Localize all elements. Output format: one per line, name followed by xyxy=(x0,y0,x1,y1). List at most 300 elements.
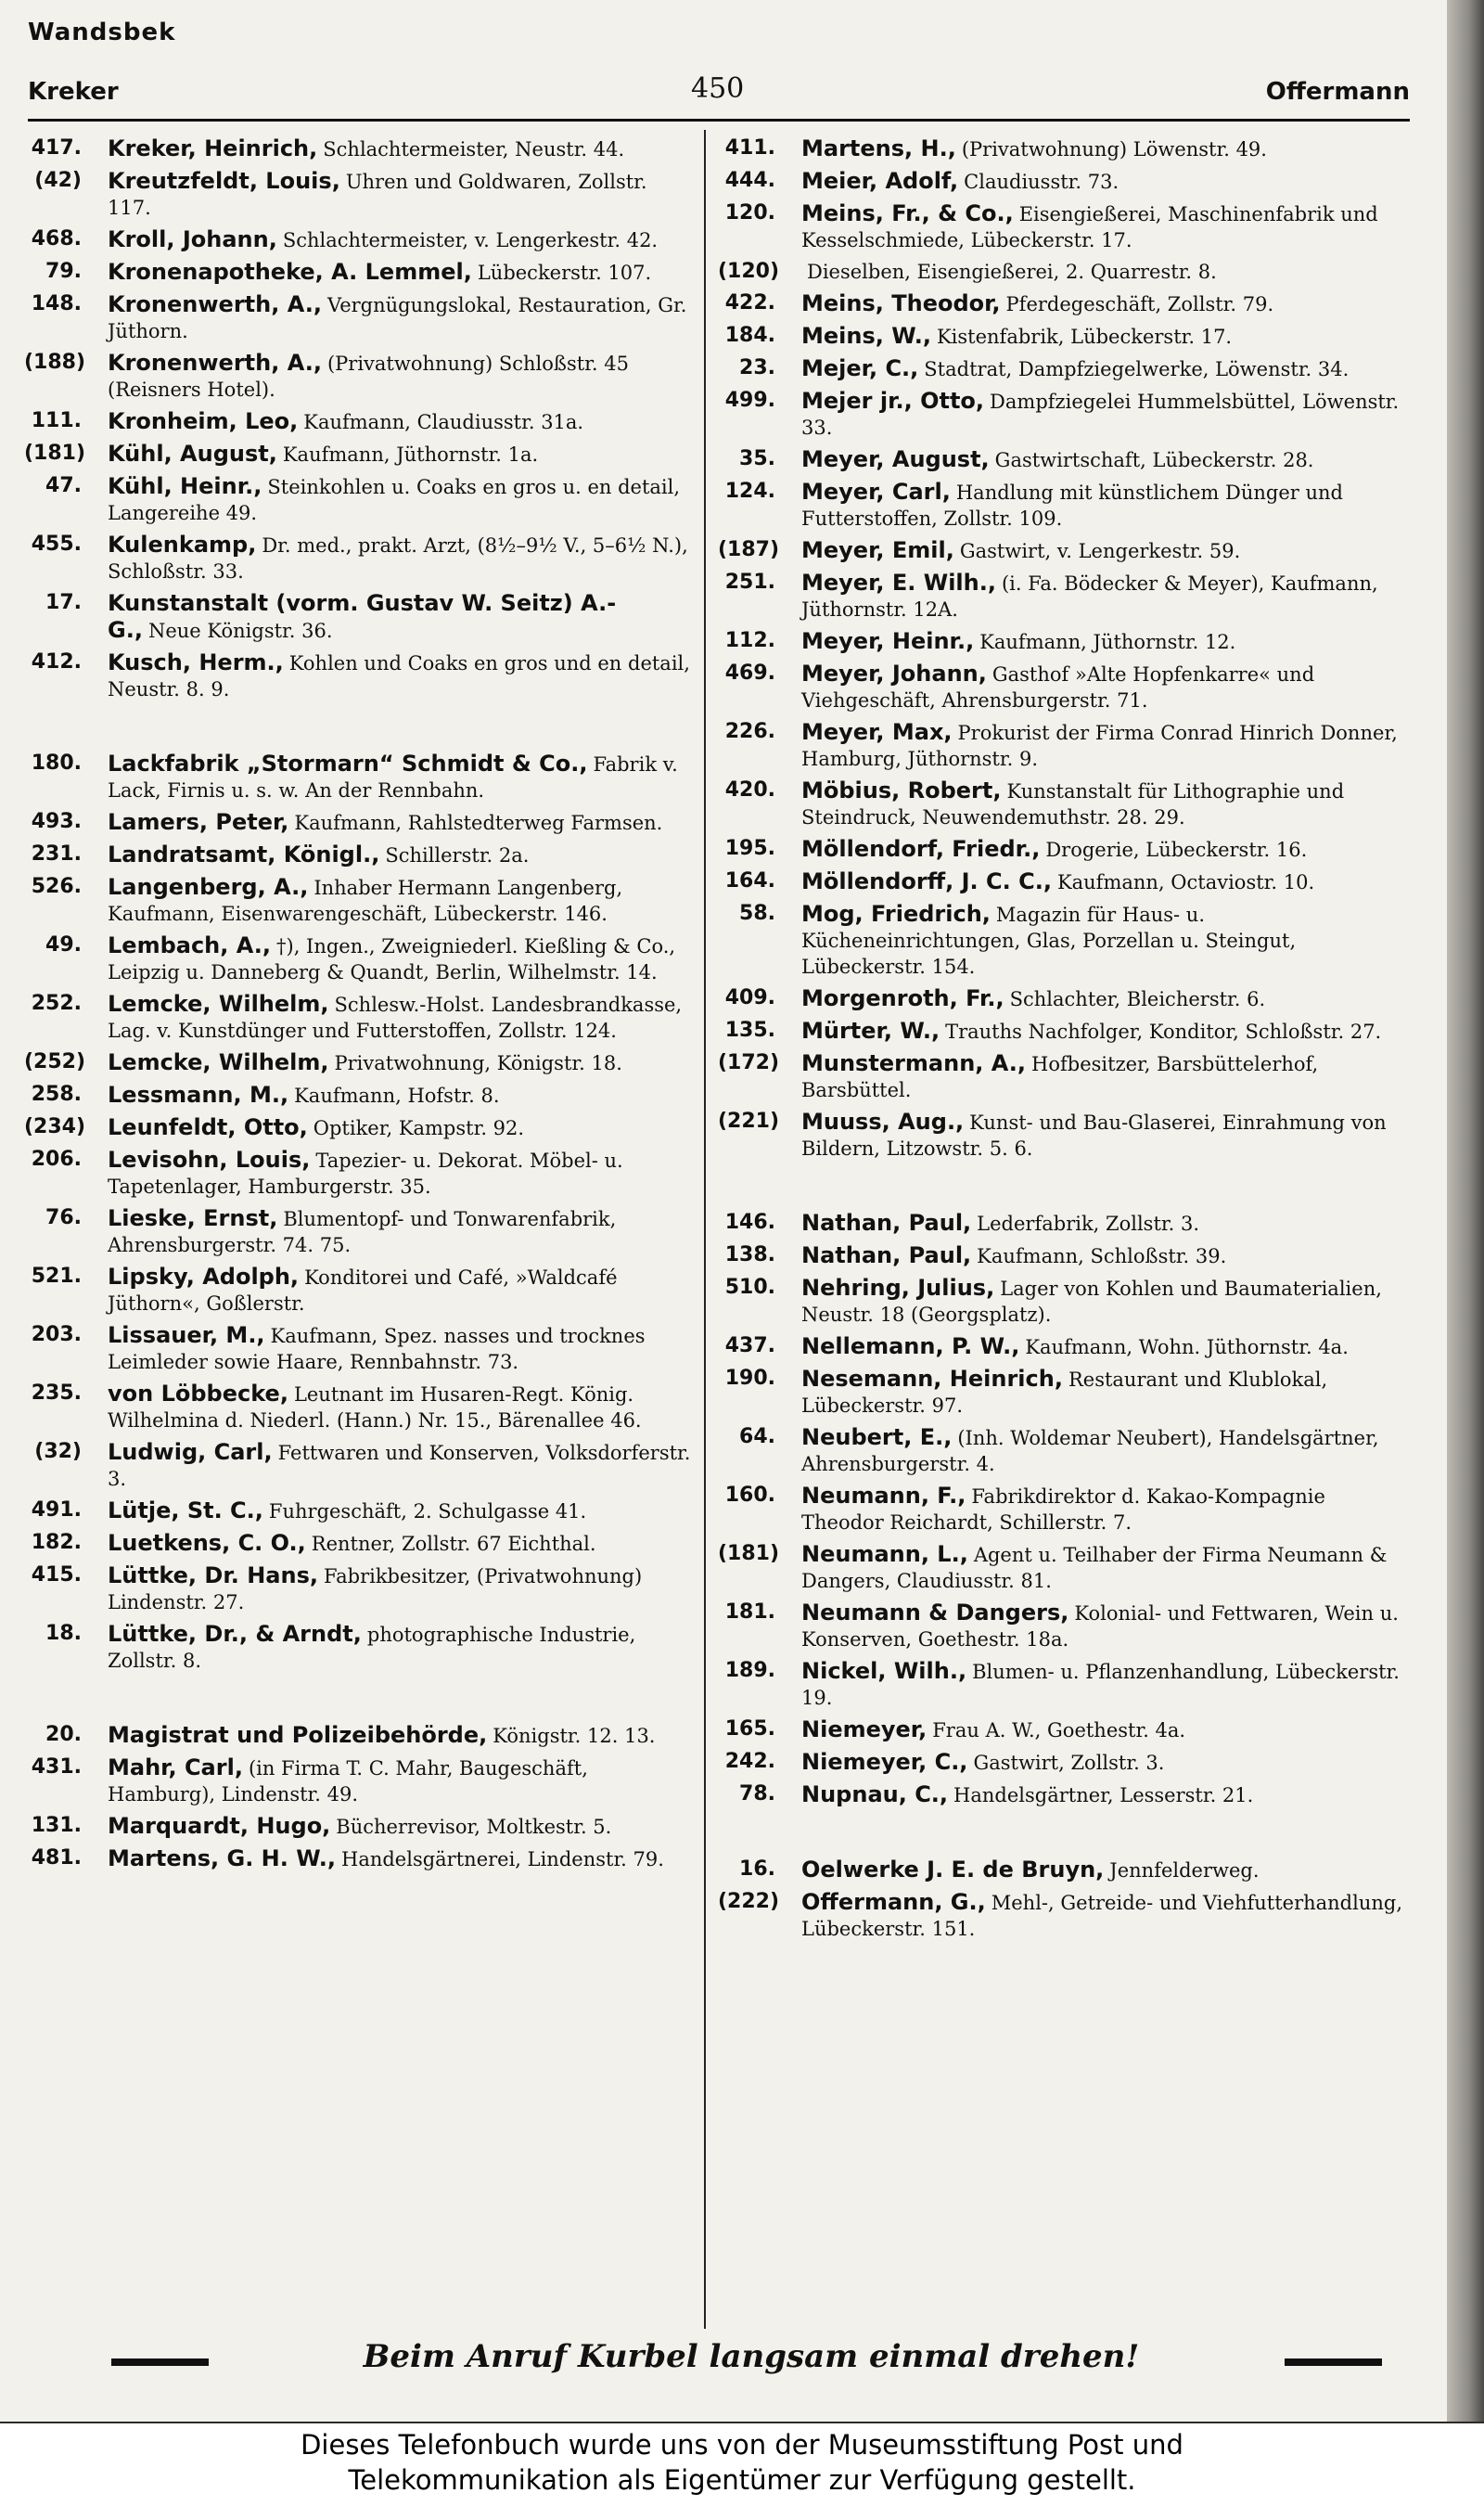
subscriber-name: Luetkens, C. O., xyxy=(108,1530,306,1556)
directory-entry xyxy=(718,570,1408,623)
phone-number: 468. xyxy=(31,227,82,251)
phone-number: 49. xyxy=(45,933,82,957)
subscriber-details: (Inh. Woldemar Neubert), Handelsgärtner, Ahrensburgerstr. 4. xyxy=(801,1427,1379,1475)
phone-number: 521. xyxy=(31,1265,82,1288)
subscriber-details: Kaufmann, Jüthornstr. 12. xyxy=(979,631,1236,653)
phone-number: 431. xyxy=(31,1755,82,1779)
first-entry-guide: Kreker xyxy=(28,78,119,106)
directory-entry xyxy=(718,1050,1408,1103)
subscriber-name: Nellemann, P. W., xyxy=(801,1333,1020,1359)
footer-slogan-line xyxy=(111,2338,1382,2384)
directory-entry xyxy=(718,1210,1408,1237)
subscriber-details: Agent u. Teilhaber der Firma Neumann & Dangers, Claudiusstr. 81. xyxy=(801,1544,1388,1592)
directory-entry xyxy=(718,1600,1408,1652)
directory-entry xyxy=(24,1082,696,1109)
directory-entry xyxy=(718,1781,1408,1808)
subscriber-name: Nupnau, C., xyxy=(801,1781,949,1807)
subscriber-details: Jennfelderweg. xyxy=(1109,1859,1260,1882)
directory-entry xyxy=(718,1275,1408,1328)
directory-entry xyxy=(24,751,696,803)
directory-entry xyxy=(718,290,1408,317)
directory-entry xyxy=(24,991,696,1044)
header-rule xyxy=(28,119,1410,122)
phone-number: 481. xyxy=(31,1846,82,1870)
phone-number: 47. xyxy=(45,474,82,497)
phone-number: 411. xyxy=(724,136,775,160)
directory-entry xyxy=(24,874,696,927)
subscriber-name: Oelwerke J. E. de Bruyn, xyxy=(801,1857,1105,1883)
directory-entry xyxy=(718,1541,1408,1594)
subscriber-name: Martens, G. H. W., xyxy=(108,1845,336,1871)
directory-entry xyxy=(24,1322,696,1375)
phone-number: 235. xyxy=(31,1382,82,1405)
subscriber-name: Lipsky, Adolph, xyxy=(108,1264,300,1290)
phone-number: 160. xyxy=(724,1484,775,1507)
subscriber-name: Niemeyer, xyxy=(801,1716,928,1742)
subscriber-details: (Privatwohnung) Löwenstr. 49. xyxy=(961,138,1267,161)
section-gap xyxy=(24,708,696,751)
subscriber-name: Offermann, G., xyxy=(801,1889,986,1915)
subscriber-details: Rentner, Zollstr. 67 Eichthal. xyxy=(311,1533,596,1555)
city-heading: Wandsbek xyxy=(28,19,176,46)
phone-number: 112. xyxy=(724,629,775,652)
subscriber-details: Bücherrevisor, Moltkestr. 5. xyxy=(336,1816,612,1838)
subscriber-details: Restaurant und Klublokal, Lübeckerstr. 97. xyxy=(801,1369,1328,1417)
subscriber-details: Optiker, Kampstr. 92. xyxy=(313,1117,525,1139)
running-head xyxy=(28,72,1410,115)
phone-number: 16. xyxy=(739,1857,775,1881)
subscriber-name: Möllendorf, Friedr., xyxy=(801,836,1041,862)
subscriber-details: Eisengießerei, Maschinenfabrik und Kesselschmiede, Lübeckerstr. 17. xyxy=(801,203,1378,251)
subscriber-details: Kaufmann, Wohn. Jüthornstr. 4a. xyxy=(1025,1336,1349,1358)
subscriber-details: Handelsgärtnerei, Lindenstr. 79. xyxy=(341,1848,664,1870)
directory-entry xyxy=(718,168,1408,195)
directory-entry xyxy=(718,836,1408,863)
subscriber-details: Frau A. W., Goethestr. 4a. xyxy=(932,1719,1186,1741)
directory-entry xyxy=(718,1749,1408,1776)
phone-number: 526. xyxy=(31,875,82,898)
subscriber-details: Kunstanstalt für Lithographie und Steindruck, Neuwendemuthstr. 28. 29. xyxy=(801,780,1345,829)
directory-entry xyxy=(24,473,696,526)
subscriber-details: Lederfabrik, Zollstr. 3. xyxy=(977,1213,1200,1235)
subscriber-name: Kunstanstalt (vorm. Gustav W. Seitz) A.-G., xyxy=(108,590,617,643)
subscriber-details: Dampfziegelei Hummelsbüttel, Löwenstr. 33. xyxy=(801,391,1400,439)
subscriber-details: Schillerstr. 2a. xyxy=(385,844,530,867)
phone-number: 79. xyxy=(45,260,82,283)
directory-entry xyxy=(24,842,696,868)
phone-number: 164. xyxy=(724,869,775,893)
subscriber-details: Kaufmann, Octaviostr. 10. xyxy=(1056,871,1315,893)
subscriber-details: Kaufmann, Schloßstr. 39. xyxy=(977,1245,1227,1267)
directory-entry xyxy=(24,649,696,702)
subscriber-name: Mejer jr., Otto, xyxy=(801,388,985,414)
subscriber-name: Lemcke, Wilhelm, xyxy=(108,991,329,1017)
subscriber-name: Marquardt, Hugo, xyxy=(108,1813,331,1839)
phone-number: 251. xyxy=(724,571,775,594)
phone-number: 203. xyxy=(31,1323,82,1346)
page-number: 450 xyxy=(691,72,745,105)
subscriber-name: Mürter, W., xyxy=(801,1018,940,1044)
subscriber-details: Inhaber Hermann Langenberg, Kaufmann, Eisenwarengeschäft, Lübeckerstr. 146. xyxy=(108,877,623,925)
phone-number: (187) xyxy=(718,538,780,561)
phone-number: 189. xyxy=(724,1659,775,1682)
subscriber-name: Nesemann, Heinrich, xyxy=(801,1366,1063,1392)
phone-number: 182. xyxy=(31,1531,82,1554)
phone-number: 258. xyxy=(31,1083,82,1106)
subscriber-details: Kaufmann, Spez. nasses und trocknes Leimleder sowie Haare, Rennbahnstr. 73. xyxy=(108,1325,646,1373)
directory-entry xyxy=(24,1381,696,1433)
subscriber-details: (i. Fa. Bödecker & Meyer), Kaufmann, Jüthornstr. 12A. xyxy=(801,572,1378,621)
phone-number: 184. xyxy=(724,324,775,347)
subscriber-details: Vergnügungslokal, Restauration, Gr. Jüthorn. xyxy=(108,294,687,342)
column-divider xyxy=(704,130,706,2329)
directory-entry xyxy=(718,1018,1408,1045)
subscriber-name: Meins, Fr., & Co., xyxy=(801,200,1014,226)
phone-number: 510. xyxy=(724,1276,775,1299)
phone-number: (120) xyxy=(718,260,780,283)
subscriber-name: Lüttke, Dr., & Arndt, xyxy=(108,1621,362,1647)
subscriber-name: Neumann & Dangers, xyxy=(801,1600,1069,1626)
phone-number: 138. xyxy=(724,1243,775,1266)
subscriber-details: Kolonial- und Fettwaren, Wein u. Konserven, Goethestr. 18a. xyxy=(801,1602,1399,1651)
directory-entry xyxy=(718,1483,1408,1536)
subscriber-name: Nathan, Paul, xyxy=(801,1210,972,1236)
directory-entry xyxy=(24,1147,696,1200)
subscriber-details: Lübeckerstr. 107. xyxy=(477,262,652,284)
subscriber-details: Dieselben, Eisengießerei, 2. Quarrestr. 8. xyxy=(807,261,1217,283)
directory-entry xyxy=(718,479,1408,532)
directory-entry xyxy=(718,1424,1408,1477)
subscriber-details: Tapezier- u. Dekorat. Möbel- u. Tapetenlager, Hamburgerstr. 35. xyxy=(108,1150,623,1198)
subscriber-name: Meyer, Johann, xyxy=(801,661,987,687)
directory-entry xyxy=(24,1530,696,1557)
subscriber-details: Drogerie, Lübeckerstr. 16. xyxy=(1045,839,1308,861)
subscriber-name: Lackfabrik „Stormarn“ Schmidt & Co., xyxy=(108,751,588,777)
directory-entry xyxy=(24,135,696,162)
directory-entry xyxy=(24,441,696,468)
subscriber-details: Dr. med., prakt. Arzt, (8½–9½ V., 5–6½ N.), Schloßstr. 33. xyxy=(108,534,688,583)
directory-entry xyxy=(24,809,696,836)
footer-slogan: Beim Anruf Kurbel langsam einmal drehen! xyxy=(363,2338,1140,2375)
subscriber-name: Lüttke, Dr. Hans, xyxy=(108,1562,318,1588)
directory-entry xyxy=(24,350,696,403)
caption-line-1: Dieses Telefonbuch wurde uns von der Museumsstiftung Post und xyxy=(301,2429,1183,2461)
subscriber-name: Mog, Friedrich, xyxy=(801,901,991,927)
phone-number: 226. xyxy=(724,720,775,743)
subscriber-name: Mahr, Carl, xyxy=(108,1754,243,1780)
phone-number: 148. xyxy=(31,292,82,315)
directory-entry xyxy=(718,388,1408,441)
subscriber-details: Kaufmann, Claudiusstr. 31a. xyxy=(303,411,584,433)
directory-entry xyxy=(24,1562,696,1615)
directory-entry xyxy=(24,1754,696,1807)
directory-entry xyxy=(718,323,1408,350)
directory-entry xyxy=(718,1716,1408,1743)
phone-number: (181) xyxy=(718,1542,780,1565)
subscriber-name: Kühl, Heinr., xyxy=(108,473,262,499)
phone-number: 35. xyxy=(739,447,775,470)
directory-entry xyxy=(718,1333,1408,1360)
phone-number: 76. xyxy=(45,1206,82,1229)
phone-number: 23. xyxy=(739,356,775,379)
directory-entry xyxy=(24,1114,696,1141)
subscriber-name: Lembach, A., xyxy=(108,932,271,958)
phone-number: (234) xyxy=(24,1115,86,1138)
subscriber-details: Fabrik v. Lack, Firnis u. s. w. An der Rennbahn. xyxy=(108,753,678,802)
subscriber-details: †), Ingen., Zweigniederl. Kießling & Co., Leipzig u. Danneberg & Quandt, Berlin, Wilhelmstr. 14. xyxy=(108,935,676,983)
subscriber-name: Landratsamt, Königl., xyxy=(108,842,380,867)
directory-entry xyxy=(24,1845,696,1872)
subscriber-name: Kreker, Heinrich, xyxy=(108,135,318,161)
footer-rule-left xyxy=(111,2358,209,2366)
subscriber-details: Pferdegeschäft, Zollstr. 79. xyxy=(1005,293,1274,315)
phone-number: 455. xyxy=(31,533,82,556)
directory-entry xyxy=(24,408,696,435)
subscriber-details: Gasthof »Alte Hopfenkarre« und Viehgeschäft, Ahrensburgerstr. 71. xyxy=(801,663,1315,712)
directory-entry xyxy=(718,661,1408,713)
subscriber-details: Konditorei und Café, »Waldcafé Jüthorn«, Goßlerstr. xyxy=(108,1266,618,1315)
directory-entry xyxy=(24,168,696,221)
phone-number: 120. xyxy=(724,201,775,225)
section-gap xyxy=(24,1679,696,1722)
directory-entry xyxy=(718,1242,1408,1269)
subscriber-name: Neumann, F., xyxy=(801,1483,966,1509)
directory-entry xyxy=(24,1049,696,1076)
subscriber-details: Lager von Kohlen und Baumaterialien, Neustr. 18 (Georgsplatz). xyxy=(801,1278,1382,1326)
directory-entry xyxy=(24,1621,696,1674)
subscriber-details: Blumentopf- und Tonwarenfabrik, Ahrensburgerstr. 74. 75. xyxy=(108,1208,617,1256)
phone-number: 493. xyxy=(31,810,82,833)
phone-number: (172) xyxy=(718,1051,780,1074)
subscriber-name: Lütje, St. C., xyxy=(108,1497,263,1523)
directory-entry xyxy=(718,985,1408,1012)
phone-number: 190. xyxy=(724,1367,775,1390)
directory-entry xyxy=(24,932,696,985)
subscriber-details: Kaufmann, Jüthornstr. 1a. xyxy=(282,443,539,466)
directory-entry xyxy=(718,200,1408,253)
subscriber-name: Meier, Adolf, xyxy=(801,168,959,194)
phone-number: 78. xyxy=(739,1782,775,1806)
page-edge-shadow xyxy=(1447,0,1484,2422)
subscriber-name: Meyer, August, xyxy=(801,446,990,472)
directory-entry xyxy=(24,291,696,344)
phone-number: 437. xyxy=(724,1334,775,1357)
subscriber-details: Hofbesitzer, Barsbüttelerhof, Barsbüttel. xyxy=(801,1053,1319,1101)
phone-number: 131. xyxy=(31,1814,82,1837)
subscriber-name: Morgenroth, Fr., xyxy=(801,985,1004,1011)
phone-number: 64. xyxy=(739,1425,775,1448)
directory-entry xyxy=(24,1813,696,1840)
subscriber-name: Lessmann, M., xyxy=(108,1082,289,1108)
phone-number: 18. xyxy=(45,1622,82,1645)
directory-entry xyxy=(24,1722,696,1749)
directory-entry xyxy=(24,532,696,585)
subscriber-name: Meins, Theodor, xyxy=(801,290,1001,316)
directory-entry xyxy=(718,868,1408,895)
directory-entry xyxy=(718,135,1408,162)
phone-number: (188) xyxy=(24,351,86,374)
subscriber-details: Claudiusstr. 73. xyxy=(964,171,1119,193)
subscriber-details: Gastwirt, v. Lengerkestr. 59. xyxy=(959,540,1241,562)
phone-number: 252. xyxy=(31,992,82,1015)
subscriber-name: Magistrat und Polizeibehörde, xyxy=(108,1722,488,1748)
phone-number: 444. xyxy=(724,169,775,192)
subscriber-name: Niemeyer, C., xyxy=(801,1749,968,1775)
phone-number: 111. xyxy=(31,409,82,432)
directory-entry xyxy=(718,446,1408,473)
subscriber-details: Fabrikbesitzer, (Privatwohnung) Lindenstr. 27. xyxy=(108,1565,643,1613)
phone-number: 242. xyxy=(724,1750,775,1773)
directory-entry xyxy=(24,226,696,253)
phone-number: 58. xyxy=(739,902,775,925)
subscriber-details: Magazin für Haus- u. Kücheneinrichtungen, Glas, Porzellan u. Steingut, Lübeckerstr. 154. xyxy=(801,904,1297,978)
phone-number: 469. xyxy=(724,662,775,685)
phone-number: 135. xyxy=(724,1019,775,1042)
directory-entry xyxy=(718,1889,1408,1942)
subscriber-details: Gastwirt, Zollstr. 3. xyxy=(973,1752,1165,1774)
last-entry-guide: Offermann xyxy=(1265,78,1410,106)
subscriber-name: Möbius, Robert, xyxy=(801,778,1002,803)
directory-entry xyxy=(24,1439,696,1492)
subscriber-details: Gastwirtschaft, Lübeckerstr. 28. xyxy=(994,449,1314,471)
subscriber-details: Stadtrat, Dampfziegelwerke, Löwenstr. 34. xyxy=(924,358,1350,380)
phone-number: 415. xyxy=(31,1563,82,1587)
subscriber-name: Möllendorff, J. C. C., xyxy=(801,868,1052,894)
archive-caption xyxy=(0,2423,1484,2506)
phone-number: 165. xyxy=(724,1717,775,1741)
subscriber-name: Meyer, Heinr., xyxy=(801,628,975,654)
subscriber-details: Prokurist der Firma Conrad Hinrich Donner, Hamburg, Jüthornstr. 9. xyxy=(801,722,1398,770)
caption-line-2: Telekommunikation als Eigentümer zur Verfügung gestellt. xyxy=(348,2464,1136,2496)
subscriber-name: Kühl, August, xyxy=(108,441,277,467)
subscriber-name: Ludwig, Carl, xyxy=(108,1439,273,1465)
subscriber-details: Kistenfabrik, Lübeckerstr. 17. xyxy=(936,326,1233,348)
subscriber-details: Fettwaren und Konserven, Volksdorferstr. 3. xyxy=(108,1442,691,1490)
subscriber-details: Schlachtermeister, v. Lengerkestr. 42. xyxy=(282,229,659,251)
directory-entry xyxy=(718,355,1408,382)
subscriber-name: Levisohn, Louis, xyxy=(108,1147,311,1173)
directory-entry xyxy=(718,1109,1408,1162)
subscriber-name: Kroll, Johann, xyxy=(108,226,277,252)
subscriber-details: Schlesw.-Holst. Landesbrandkasse, Lag. v. Kunstdünger und Futterstoffen, Zollstr. 124. xyxy=(108,994,683,1042)
subscriber-name: Meyer, E. Wilh., xyxy=(801,570,996,596)
subscriber-details: Kaufmann, Hofstr. 8. xyxy=(294,1085,500,1107)
subscriber-details: Steinkohlen u. Coaks en gros u. en detail, Langereihe 49. xyxy=(108,476,681,524)
phone-number: (42) xyxy=(34,169,82,192)
subscriber-details: (Privatwohnung) Schloßstr. 45 (Reisners Hotel). xyxy=(108,353,629,401)
phone-number: 409. xyxy=(724,986,775,1009)
subscriber-name: Lemcke, Wilhelm, xyxy=(108,1049,329,1075)
subscriber-name: Meyer, Max, xyxy=(801,719,953,745)
section-gap xyxy=(718,1814,1408,1857)
directory-entry xyxy=(718,259,1408,285)
directory-entry xyxy=(24,1205,696,1258)
subscriber-details: Blumen- u. Pflanzenhandlung, Lübeckerstr. 19. xyxy=(801,1661,1400,1709)
phone-number: 146. xyxy=(724,1211,775,1234)
subscriber-name: Nehring, Julius, xyxy=(801,1275,995,1301)
subscriber-details: Neue Königstr. 36. xyxy=(147,620,333,642)
subscriber-name: Neubert, E., xyxy=(801,1424,953,1450)
subscriber-details: photographische Industrie, Zollstr. 8. xyxy=(108,1624,636,1672)
directory-entry xyxy=(24,1497,696,1524)
phone-number: 206. xyxy=(31,1148,82,1171)
directory-entry xyxy=(24,259,696,286)
subscriber-name: Kusch, Herm., xyxy=(108,649,284,675)
subscriber-name: Kronenapotheke, A. Lemmel, xyxy=(108,259,472,285)
directory-entry xyxy=(24,590,696,644)
phone-number: 231. xyxy=(31,842,82,866)
subscriber-details: Leutnant im Husaren-Regt. König. Wilhelmina d. Niederl. (Hann.) Nr. 15., Bärenallee 46. xyxy=(108,1383,642,1432)
phone-number: (252) xyxy=(24,1050,86,1073)
phone-number: (222) xyxy=(718,1890,780,1913)
directory-entry xyxy=(718,719,1408,772)
directory-entry xyxy=(718,901,1408,980)
phone-number: 499. xyxy=(724,389,775,412)
directory-entry xyxy=(718,537,1408,564)
subscriber-name: Nickel, Wilh., xyxy=(801,1658,967,1684)
subscriber-name: von Löbbecke, xyxy=(108,1381,288,1407)
phone-number: 417. xyxy=(31,136,82,160)
subscriber-details: Handlung mit künstlichem Dünger und Futterstoffen, Zollstr. 109. xyxy=(801,482,1343,530)
subscriber-name: Martens, H., xyxy=(801,135,956,161)
directory-entry xyxy=(718,1658,1408,1711)
phone-number: 124. xyxy=(724,480,775,503)
phone-number: 422. xyxy=(724,291,775,315)
subscriber-name: Lieske, Ernst, xyxy=(108,1205,278,1231)
phone-number: 20. xyxy=(45,1723,82,1746)
subscriber-name: Nathan, Paul, xyxy=(801,1242,972,1268)
subscriber-details: Fuhrgeschäft, 2. Schulgasse 41. xyxy=(268,1500,587,1523)
subscriber-name: Neumann, L., xyxy=(801,1541,968,1567)
phone-number: 181. xyxy=(724,1600,775,1624)
phone-number: 412. xyxy=(31,650,82,674)
subscriber-name: Kronenwerth, A., xyxy=(108,350,322,376)
subscriber-details: Fabrikdirektor d. Kakao-Kompagnie Theodor Reichardt, Schillerstr. 7. xyxy=(801,1485,1325,1534)
subscriber-details: Uhren und Goldwaren, Zollstr. 117. xyxy=(108,171,647,219)
footer-rule-right xyxy=(1285,2358,1382,2366)
phone-number: 17. xyxy=(45,591,82,614)
subscriber-details: Königstr. 12. 13. xyxy=(493,1725,656,1747)
phone-number: 195. xyxy=(724,837,775,860)
subscriber-name: Langenberg, A., xyxy=(108,874,309,900)
subscriber-details: Schlachtermeister, Neustr. 44. xyxy=(323,138,625,161)
subscriber-details: (in Firma T. C. Mahr, Baugeschäft, Hamburg), Lindenstr. 49. xyxy=(108,1757,588,1806)
directory-entry xyxy=(718,1366,1408,1419)
phone-number: (32) xyxy=(34,1440,82,1463)
subscriber-name: Lissauer, M., xyxy=(108,1322,265,1348)
subscriber-name: Meins, W., xyxy=(801,323,931,349)
directory-entry xyxy=(24,1264,696,1317)
subscriber-name: Muuss, Aug., xyxy=(801,1109,965,1135)
subscriber-name: Kulenkamp, xyxy=(108,532,257,558)
phone-number: (181) xyxy=(24,442,86,465)
directory-entry xyxy=(718,1857,1408,1883)
phone-number: 491. xyxy=(31,1498,82,1522)
subscriber-details: Mehl-, Getreide- und Viehfutterhandlung, Lübeckerstr. 151. xyxy=(801,1892,1403,1940)
phone-number: (221) xyxy=(718,1110,780,1133)
subscriber-name: Meyer, Emil, xyxy=(801,537,954,563)
subscriber-name: Kronheim, Leo, xyxy=(108,408,299,434)
subscriber-name: Leunfeldt, Otto, xyxy=(108,1114,308,1140)
right-column xyxy=(718,135,1408,1947)
subscriber-name: Kreutzfeldt, Louis, xyxy=(108,168,340,194)
directory-entry xyxy=(718,778,1408,830)
subscriber-details: Kohlen und Coaks en gros und en detail, Neustr. 8. 9. xyxy=(108,652,690,700)
section-gap xyxy=(718,1167,1408,1210)
left-column xyxy=(24,135,696,1878)
subscriber-details: Kaufmann, Rahlstedterweg Farmsen. xyxy=(294,812,663,834)
subscriber-name: Kronenwerth, A., xyxy=(108,291,322,317)
